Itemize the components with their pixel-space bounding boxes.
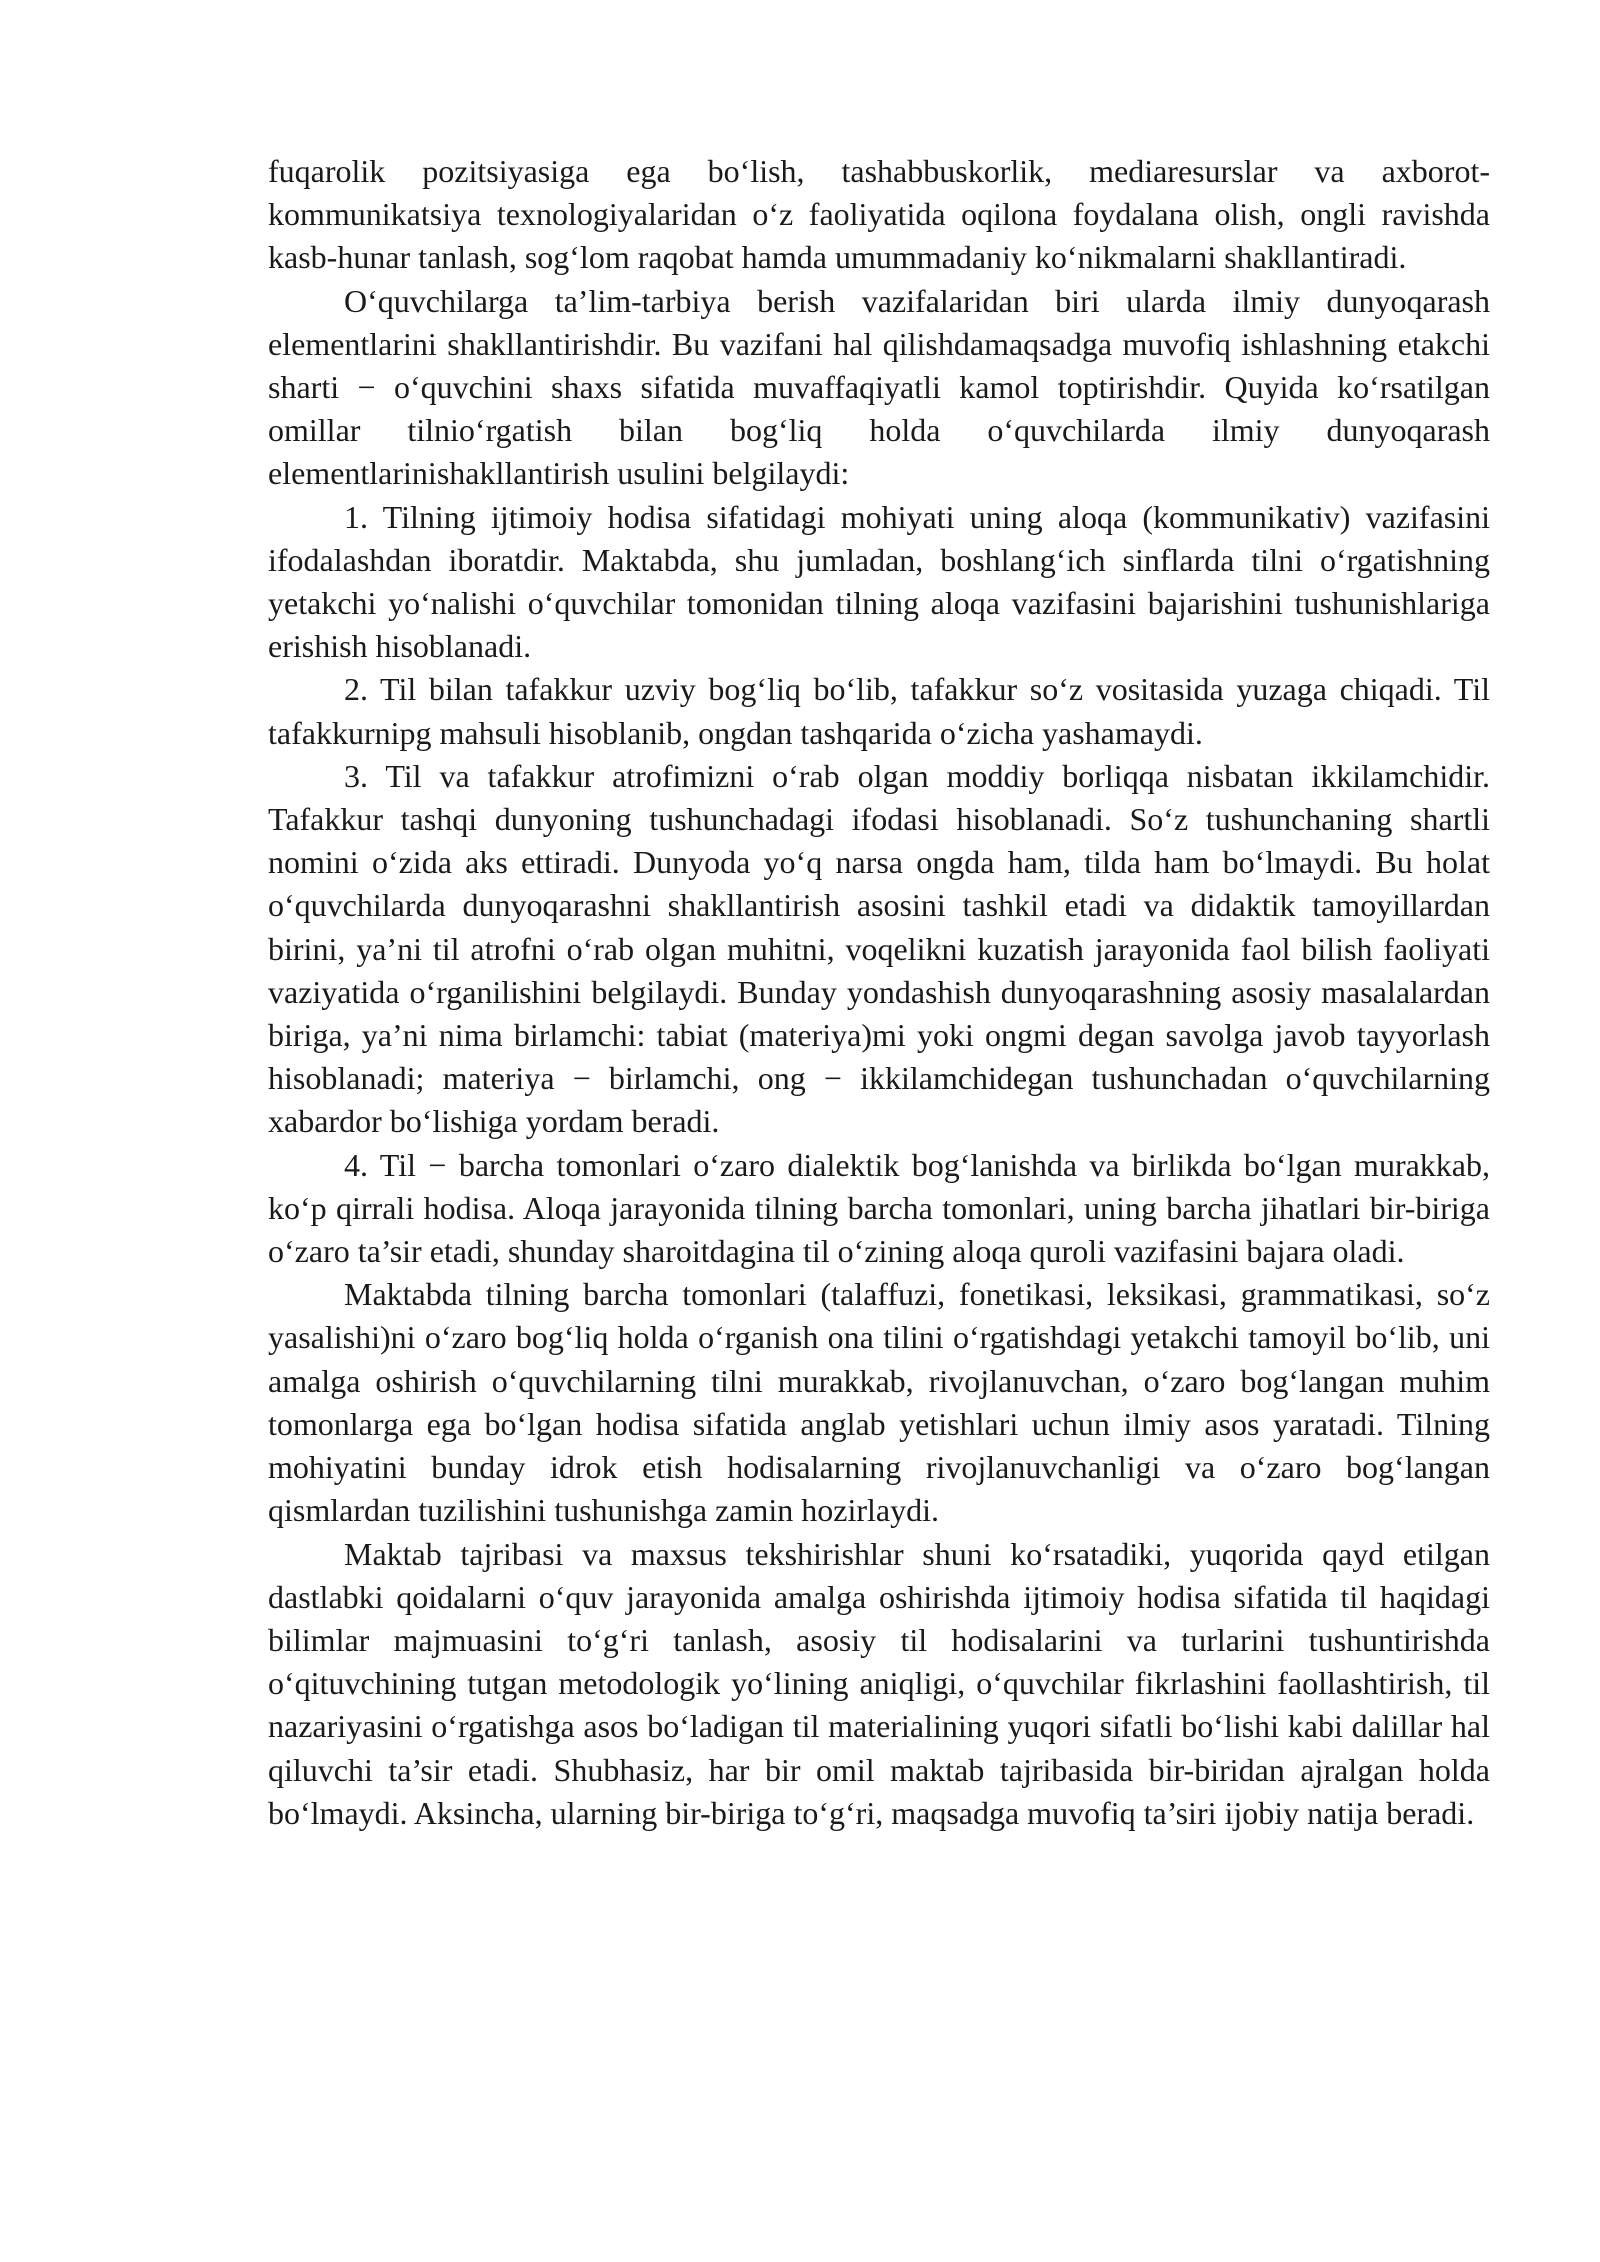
paragraph-item-3: 3. Til va tafakkur atrofimizni o‘rab olgan moddiy borliqqa nisbatan ikkilamchidir. Tafakkur tashqi dunyoning tushunchadagi ifodasi hisoblanadi. So‘z tushunchaning shartli nomini o‘zida aks ettiradi. Dunyoda yo‘q narsa ongda ham, tilda ham bo‘lmaydi. Bu holat o‘quvchilarda dunyoqarashni shakllantirish asosini tashkil etadi va didaktik tamoyillardan birini, ya’ni til atrofni o‘rab olgan muhitni, voqelikni kuzatish jarayonida faol bilish faoliyati vaziyatida o‘rganilishini belgilaydi. Bunday yondashish dunyoqarashning asosiy masalalardan biriga, ya’ni nima birlamchi: tabiat (materiya)mi yoki ongmi degan savolga javob tayyorlash hisoblanadi; materiya − birlamchi, ong − ikkilamchidegan tushunchadan o‘quvchilarning xabardor bo‘lishiga yordam beradi. — [268, 757, 1490, 1140]
paragraph-item-4: 4. Til − barcha tomonlari o‘zaro dialektik bog‘lanishda va birlikda bo‘lgan murakkab, ko‘p qirrali hodisa. Aloqa jarayonida tilning barcha tomonlari, uning barcha jihatlari bir-biriga o‘zaro ta’sir etadi, shunday sharoitdagina til o‘zining aloqa quroli vazifasini bajara oladi. — [268, 1146, 1490, 1270]
paragraph-item-2: 2. Til bilan tafakkur uzviy bog‘liq bo‘lib, tafakkur so‘z vositasida yuzaga chiqadi. Til tafakkurnipg mahsuli hisoblanib, ongdan tashqarida o‘zicha yashamaydi. — [268, 671, 1490, 751]
paragraph-school-experience: Maktab tajribasi va maxsus tekshirishlar shuni ko‘rsatadiki, yuqorida qayd etilgan dastlabki qoidalarni o‘quv jarayonida amalga oshirishda ijtimoiy hodisa sifatida til haqidagi bilimlar majmuasini to‘g‘ri tanlash, asosiy til hodisalarini va turlarini tushuntirishda o‘qituvchining tutgan metodologik yo‘lining aniqligi, o‘quvchilar fikrlashini faollashtirish, til nazariyasini o‘rgatishga asos bo‘ladigan til materialining yuqori sifatli bo‘lishi kabi dalillar hal qiluvchi ta’sir etadi. Shubhasiz, har bir omil maktab tajribasida bir-biridan ajralgan holda bo‘lmaydi. Aksincha, ularning bir-biriga to‘g‘ri, maqsadga muvofiq ta’siri ijobiy natija beradi. — [268, 1535, 1490, 1831]
paragraph-item-1: 1. Tilning ijtimoiy hodisa sifatidagi mohiyati uning aloqa (kommunikativ) vazifasini ifodalashdan iboratdir. Maktabda, shu jumladan, boshlang‘ich sinflarda tilni o‘rgatishning yetakchi yo‘nalishi o‘quvchilar tomonidan tilning aloqa vazifasini bajarishini tushunishlariga erishish hisoblanadi. — [268, 498, 1490, 665]
document-page — [268, 150, 1490, 1835]
paragraph-continuation: fuqarolik pozitsiyasiga ega bo‘lish, tashabbuskorlik, mediaresurslar va axborot-kommunikatsiya texnologiyalaridan o‘z faoliyatida oqilona foydalana olish, ongli ravishda kasb-hunar tanlash, sog‘lom raqobat hamda umummadaniy ko‘nikmalarni shakllantiradi. — [268, 153, 1490, 276]
paragraph-school-aspects: Maktabda tilning barcha tomonlari (talaffuzi, fonetikasi, leksikasi, grammatikasi, so‘z yasalishi)ni o‘zaro bog‘liq holda o‘rganish ona tilini o‘rgatishdagi yetakchi tamoyil bo‘lib, uni amalga oshirish o‘quvchilarning tilni murakkab, rivojlanuvchan, o‘zaro bog‘langan muhim tomonlarga ega bo‘lgan hodisa sifatida anglab yetishlari uchun ilmiy asos yaratadi. Tilning mohiyatini bunday idrok etish hodisalarning rivojlanuvchanligi va o‘zaro bog‘langan qismlardan tuzilishini tushunishga zamin hozirlaydi. — [268, 1276, 1490, 1529]
paragraph-intro: O‘quvchilarga ta’lim-tarbiya berish vazifalaridan biri ularda ilmiy dunyoqarash elementlarini shakllantirishdir. Bu vazifani hal qilishdamaqsadga muvofiq ishlashning etakchi sharti − o‘quvchini shaxs sifatida muvaffaqiyatli kamol toptirishdir. Quyida ko‘rsatilgan omillar tilnio‘rgatish bilan bog‘liq holda o‘quvchilarda ilmiy dunyoqarash elementlarinishakllantirish usulini belgilaydi: — [268, 282, 1490, 492]
